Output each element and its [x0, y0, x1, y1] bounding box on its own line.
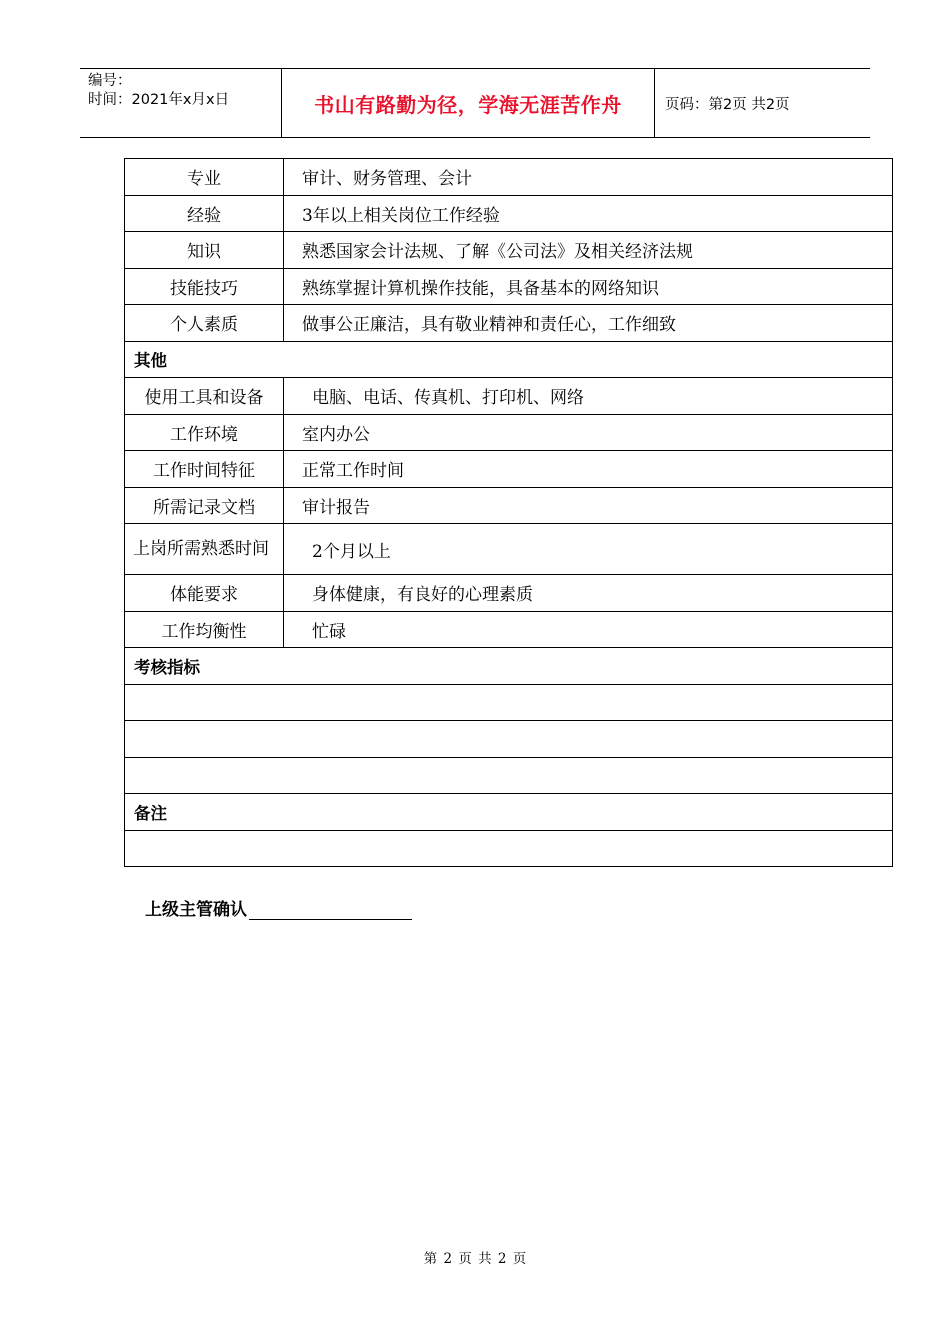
empty-cell — [125, 830, 893, 867]
header-page-cell — [655, 69, 870, 137]
row-key: 工作均衡性 — [125, 611, 284, 648]
row-key: 体能要求 — [125, 575, 284, 612]
row-key: 经验 — [125, 195, 284, 232]
page-header — [80, 68, 870, 138]
row-value: 熟练掌握计算机操作技能，具备基本的网络知识 — [284, 268, 893, 305]
job-description-table — [124, 158, 893, 867]
table-row — [125, 268, 893, 305]
table-row — [125, 611, 893, 648]
header-meta — [80, 69, 280, 137]
row-key: 技能技巧 — [125, 268, 284, 305]
empty-cell — [125, 757, 893, 794]
signature-line — [249, 901, 412, 920]
table-row — [125, 414, 893, 451]
section-row — [125, 794, 893, 831]
row-value: 忙碌 — [284, 611, 893, 648]
table-row — [125, 524, 893, 575]
row-value: 3年以上相关岗位工作经验 — [284, 195, 893, 232]
row-key: 所需记录文档 — [125, 487, 284, 524]
table-row — [125, 305, 893, 342]
section-title-notes: 备注 — [125, 794, 893, 831]
row-value: 审计、财务管理、会计 — [284, 159, 893, 196]
section-row — [125, 341, 893, 378]
empty-row — [125, 757, 893, 794]
confirm-label: 上级主管确认 — [145, 900, 247, 920]
empty-cell — [125, 684, 893, 721]
row-value: 电脑、电话、传真机、打印机、网络 — [284, 378, 893, 415]
row-value: 熟悉国家会计法规、了解《公司法》及相关经济法规 — [284, 232, 893, 269]
document-number: 编号： — [88, 73, 132, 89]
supervisor-confirmation — [145, 895, 412, 920]
motto: 书山有路勤为径，学海无涯苦作舟 — [314, 92, 622, 117]
document-time: 时间：2021年x月x日 — [88, 92, 230, 108]
row-value: 身体健康，有良好的心理素质 — [284, 575, 893, 612]
row-key: 工作时间特征 — [125, 451, 284, 488]
table-row — [125, 232, 893, 269]
row-value: 审计报告 — [284, 487, 893, 524]
table-row — [125, 159, 893, 196]
section-title-kpi: 考核指标 — [125, 648, 893, 685]
row-key: 专业 — [125, 159, 284, 196]
section-title-other: 其他 — [125, 341, 893, 378]
page-info: 页码：第2页 共2页 — [665, 96, 790, 113]
section-row — [125, 648, 893, 685]
row-key: 上岗所需熟悉时间 — [125, 524, 284, 575]
table-row — [125, 575, 893, 612]
row-value: 做事公正廉洁，具有敬业精神和责任心，工作细致 — [284, 305, 893, 342]
row-value: 室内办公 — [284, 414, 893, 451]
row-key: 使用工具和设备 — [125, 378, 284, 415]
table-row — [125, 451, 893, 488]
header-motto-cell — [281, 69, 655, 137]
empty-row — [125, 684, 893, 721]
footer-page-number: 第 2 页 共 2 页 — [423, 1251, 527, 1267]
row-key: 知识 — [125, 232, 284, 269]
empty-row — [125, 721, 893, 758]
empty-row — [125, 830, 893, 867]
row-key: 个人素质 — [125, 305, 284, 342]
empty-cell — [125, 721, 893, 758]
table-row — [125, 487, 893, 524]
row-value: 2个月以上 — [284, 524, 893, 575]
page-footer — [0, 1247, 950, 1267]
row-key: 工作环境 — [125, 414, 284, 451]
table-row — [125, 378, 893, 415]
table-row — [125, 195, 893, 232]
row-value: 正常工作时间 — [284, 451, 893, 488]
